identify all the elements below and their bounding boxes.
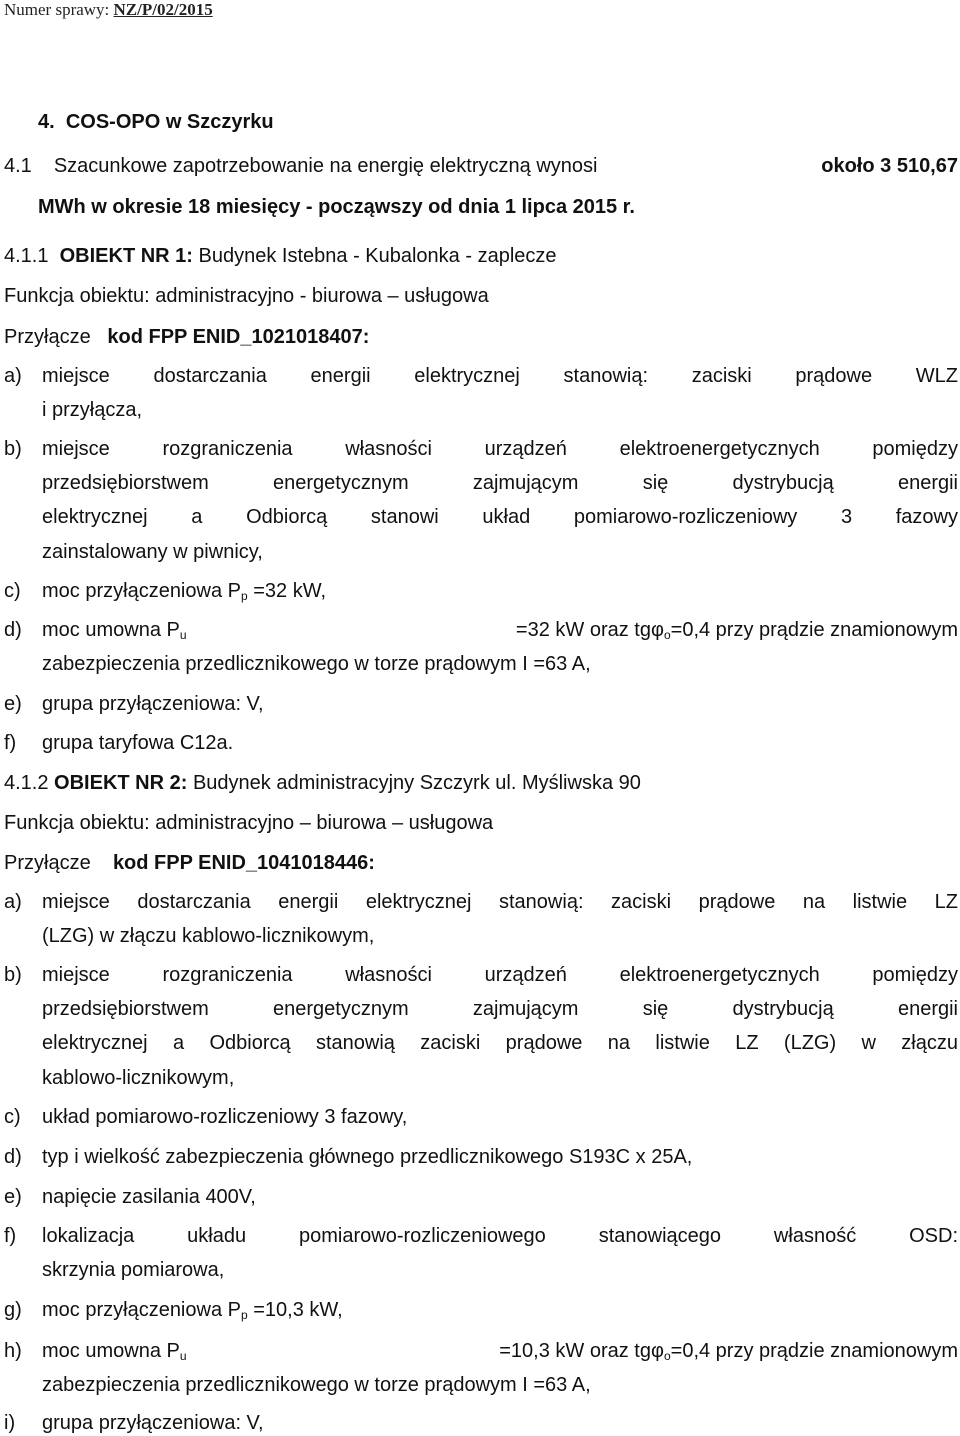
obj1-d-line2: zabezpieczenia przedlicznikowego w torze prądowym I =63 A, <box>42 653 591 675</box>
obj1-d-part1: moc umowna $P_u$ <box>42 619 187 642</box>
obj1-connection: Przyłącze kod FPP ENID_1021018407: <box>4 326 370 348</box>
obj1-a-line1: miejsce dostarczania energii elektrycznej stanowią: zaciski prądowe WLZ <box>42 365 958 387</box>
obj2-d-text: typ i wielkość zabezpieczenia głównego przedlicznikowego S193C x 25A, <box>42 1146 693 1168</box>
obj1-title: 4.1.1 OBIEKT NR 1: Budynek Istebna - Kubalonka - zaplecze <box>4 245 557 267</box>
obj2-a-line2: (LZG) w złączu kablowo-licznikowym, <box>42 925 375 947</box>
obj2-f-line1: lokalizacja układu pomiarowo-rozliczeniowego stanowiącego własność OSD: <box>42 1225 958 1247</box>
obj2-b-line4: kablowo-licznikowym, <box>42 1067 235 1089</box>
obj1-d-part2: =32 kW oraz tgφ$_o$=0,4 przy prądzie znamionowym <box>515 619 958 642</box>
obj1-d-label: d) <box>4 619 22 641</box>
obj1-a-line2: i przyłącza, <box>42 399 143 421</box>
obj1-d-line1 <box>42 617 958 648</box>
obj1-b-line4: zainstalowany w piwnicy, <box>42 541 263 563</box>
obj1-b-label: b) <box>4 438 22 460</box>
obj2-b-line2: przedsiębiorstwem energetycznym zajmującym się dystrybucją energii <box>42 998 958 1020</box>
obj2-g-text: moc przyłączeniowa $P_p =10,3$ kW, <box>42 1299 343 1322</box>
obj2-i-text: grupa przyłączeniowa: V, <box>42 1412 264 1434</box>
obj2-i-label: i) <box>4 1412 16 1434</box>
obj2-g-label: g) <box>4 1299 22 1321</box>
obj2-a-line1: miejsce dostarczania energii elektrycznej stanowią: zaciski prądowe na listwie LZ <box>42 891 958 913</box>
obj1-b-line1: miejsce rozgraniczenia własności urządzeń elektroenergetycznych pomiędzy <box>42 438 958 460</box>
obj1-c-label: c) <box>4 580 21 602</box>
obj1-c-text: moc przyłączeniowa $P_p =32$ kW, <box>42 580 327 603</box>
obj2-d-label: d) <box>4 1146 22 1168</box>
obj2-h-line1 <box>42 1338 958 1369</box>
obj2-f-label: f) <box>4 1225 17 1247</box>
obj2-b-line3: elektrycznej a Odbiorcą stanowią zaciski prądowe na listwie LZ (LZG) w złączu <box>42 1032 958 1054</box>
intro-line-2: MWh w okresie 18 miesięcy - począwszy od dnia 1 lipca 2015 r. <box>38 196 635 218</box>
obj2-e-text: napięcie zasilania 400V, <box>42 1186 256 1208</box>
obj2-connection: Przyłącze kod FPP ENID_1041018446: <box>4 852 375 874</box>
obj2-h-line2: zabezpieczenia przedlicznikowego w torze prądowym I =63 A, <box>42 1374 591 1396</box>
header-prefix: Numer sprawy: <box>4 0 110 19</box>
obj1-f-text: grupa taryfowa C12a. <box>42 732 234 754</box>
obj2-h-label: h) <box>4 1340 22 1362</box>
obj1-f-label: f) <box>4 732 17 754</box>
section-heading: 4. COS-OPO w Szczyrku <box>38 111 274 133</box>
obj2-f-line2: skrzynia pomiarowa, <box>42 1259 225 1281</box>
case-number: NZ/P/02/2015 <box>113 0 213 19</box>
obj2-function: Funkcja obiektu: administracyjno – biurowa – usługowa <box>4 812 494 834</box>
intro-line-1: 4.1 Szacunkowe zapotrzebowanie na energię elektryczną wynosi około 3 510,67 <box>4 155 958 177</box>
obj2-a-label: a) <box>4 891 22 913</box>
obj2-c-text: układ pomiarowo-rozliczeniowy 3 fazowy, <box>42 1106 408 1128</box>
obj2-b-line1: miejsce rozgraniczenia własności urządzeń elektroenergetycznych pomiędzy <box>42 964 958 986</box>
obj1-e-label: e) <box>4 693 22 715</box>
obj2-h-part2: =10,3 kW oraz tgφ$_o$=0,4 przy prądzie znamionowym <box>499 1340 958 1363</box>
obj2-b-label: b) <box>4 964 22 986</box>
obj2-c-label: c) <box>4 1106 21 1128</box>
page-header <box>4 0 213 20</box>
obj1-e-text: grupa przyłączeniowa: V, <box>42 693 264 715</box>
obj1-b-line3: elektrycznej a Odbiorcą stanowi układ pomiarowo-rozliczeniowy 3 fazowy <box>42 506 958 528</box>
obj2-e-label: e) <box>4 1186 22 1208</box>
obj1-b-line2: przedsiębiorstwem energetycznym zajmującym się dystrybucją energii <box>42 472 958 494</box>
obj1-function: Funkcja obiektu: administracyjno - biurowa – usługowa <box>4 285 489 307</box>
obj1-a-label: a) <box>4 365 22 387</box>
obj2-title: 4.1.2 OBIEKT NR 2: Budynek administracyjny Szczyrk ul. Myśliwska 90 <box>4 772 641 794</box>
obj2-h-part1: moc umowna $P_u$ <box>42 1340 187 1363</box>
